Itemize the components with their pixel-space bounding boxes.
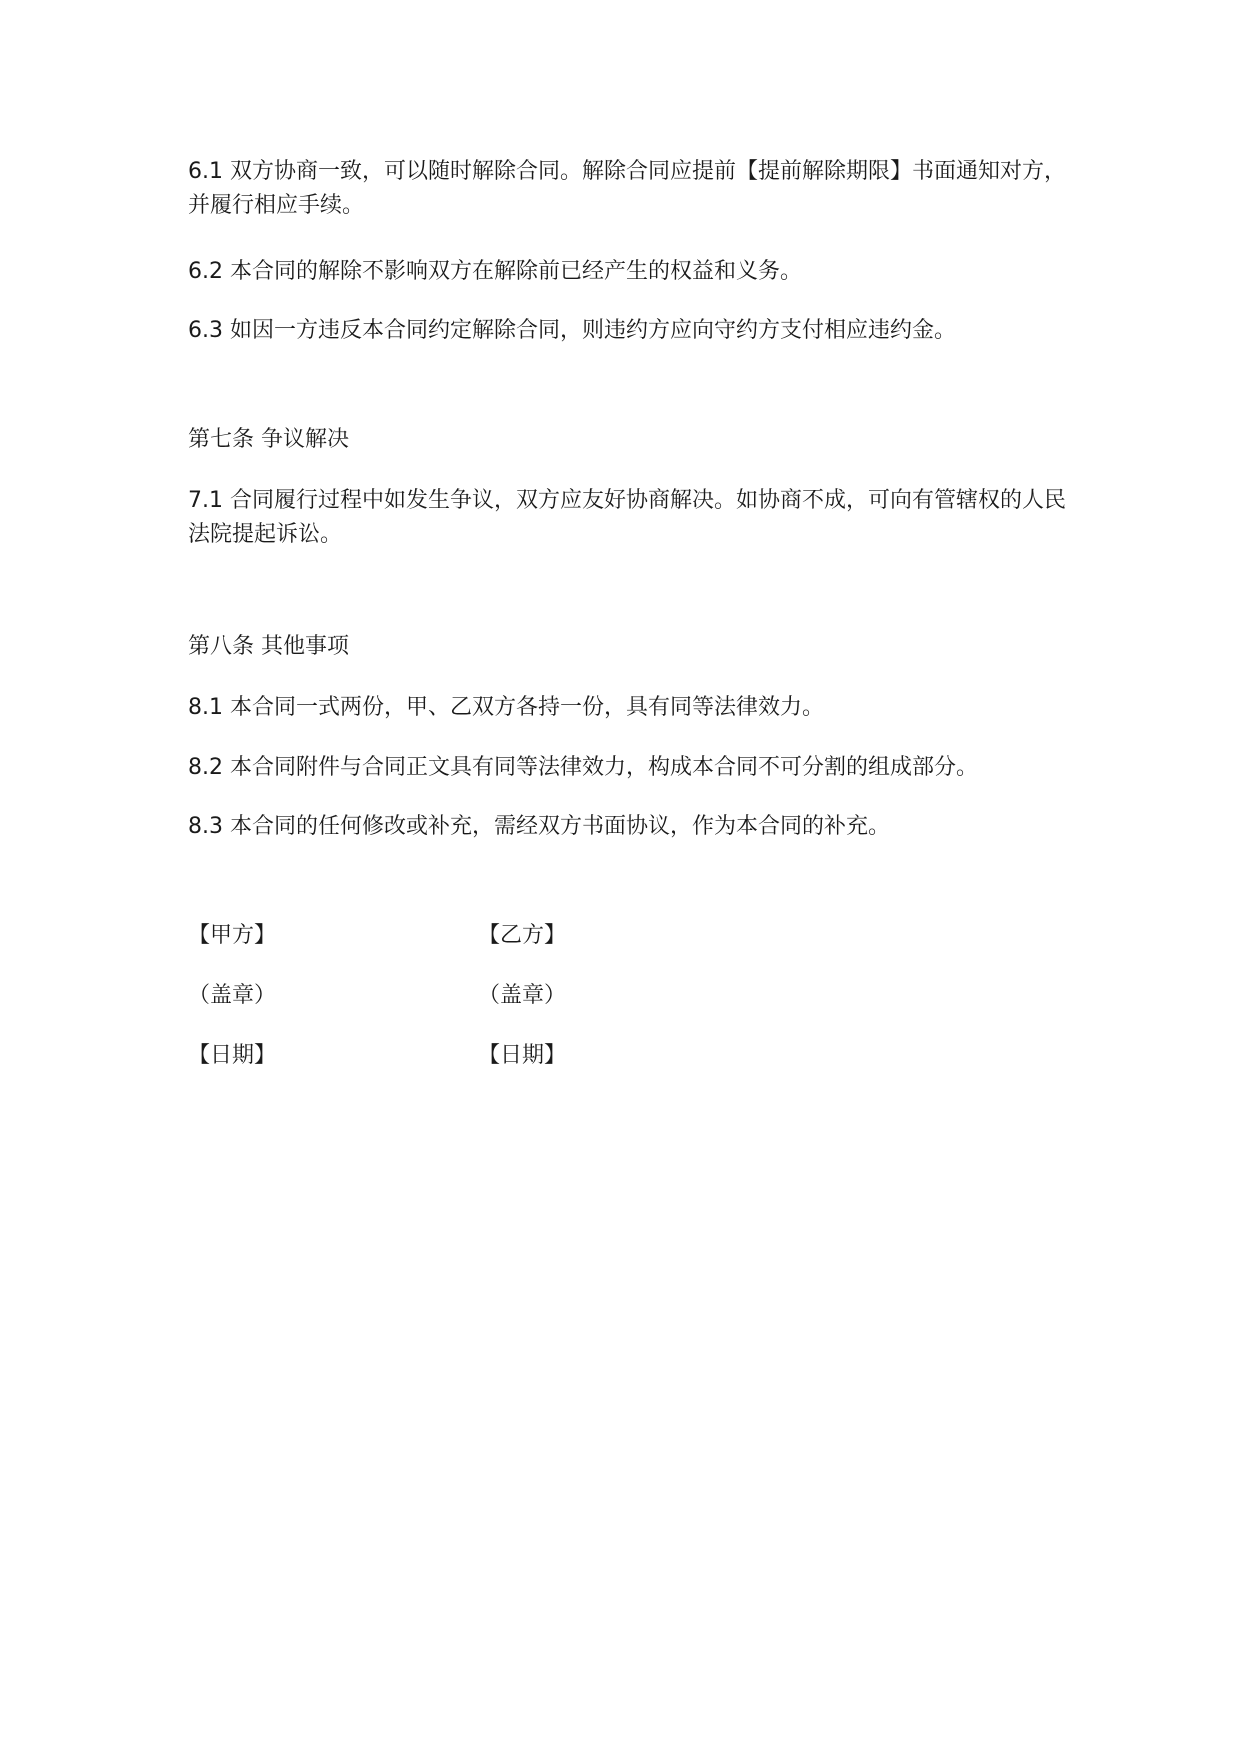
clause-6-3: 6.3 如因一方违反本合同约定解除合同，则违约方应向守约方支付相应违约金。 xyxy=(188,318,956,343)
clause-6-2: 6.2 本合同的解除不影响双方在解除前已经产生的权益和义务。 xyxy=(188,259,802,284)
party-a-date: 【日期】 xyxy=(188,1043,277,1068)
party-a-seal: （盖章） xyxy=(188,983,277,1008)
section-8-heading: 第八条 其他事项 xyxy=(188,634,349,659)
clause-8-3: 8.3 本合同的任何修改或补充，需经双方书面协议，作为本合同的补充。 xyxy=(188,814,890,839)
clause-8-2: 8.2 本合同附件与合同正文具有同等法律效力，构成本合同不可分割的组成部分。 xyxy=(188,755,978,780)
party-b-seal: （盖章） xyxy=(478,983,567,1008)
clause-7-1: 7.1 合同履行过程中如发生争议，双方应友好协商解决。如协商不成，可向有管辖权的人民法院提起诉讼。 xyxy=(188,488,1066,547)
clause-8-1: 8.1 本合同一式两份，甲、乙双方各持一份，具有同等法律效力。 xyxy=(188,695,824,720)
section-7-heading: 第七条 争议解决 xyxy=(188,427,349,452)
clause-6-1: 6.1 双方协商一致，可以随时解除合同。解除合同应提前【提前解除期限】书面通知对方，并履行相应手续。 xyxy=(188,159,1066,218)
party-b-label: 【乙方】 xyxy=(478,923,567,948)
party-b-date: 【日期】 xyxy=(478,1043,567,1068)
party-a-label: 【甲方】 xyxy=(188,923,277,948)
